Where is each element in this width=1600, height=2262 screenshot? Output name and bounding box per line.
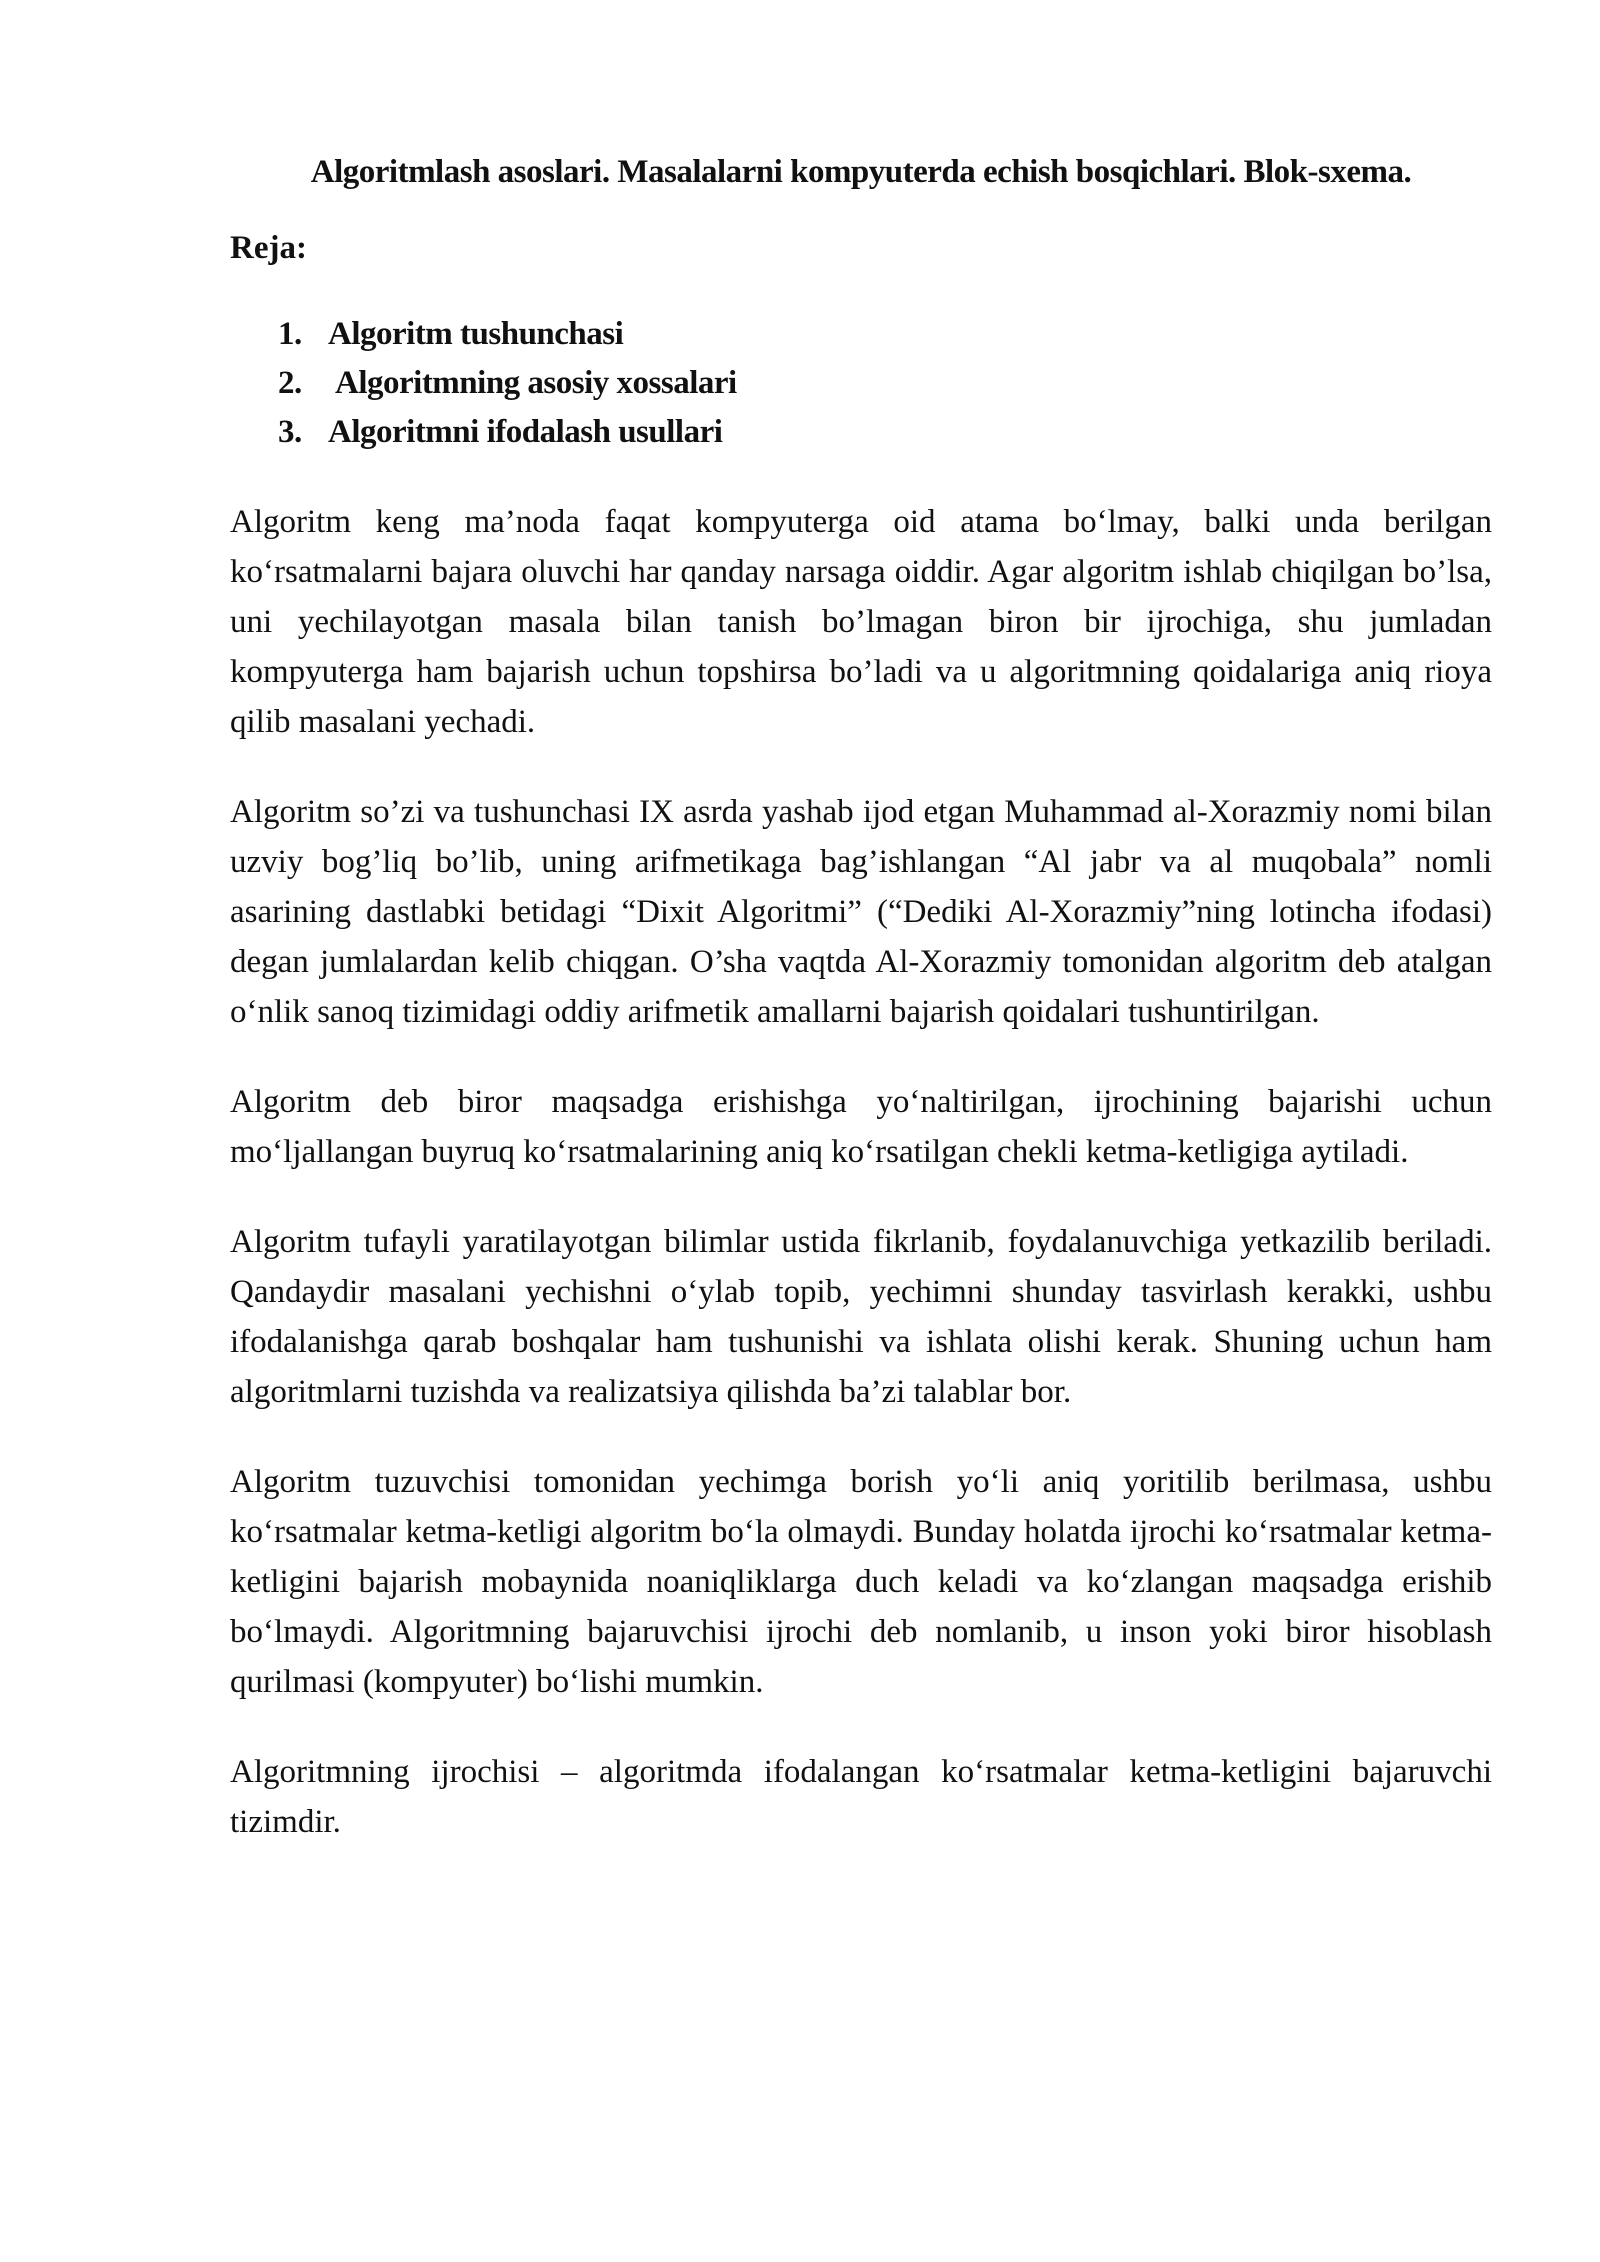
plan-item xyxy=(278,310,1492,359)
body-paragraph: Algoritm keng ma’noda faqat kompyuterga oid atama bo‘lmay, balki unda berilgan ko‘rsatmalarni bajara oluvchi har qanday narsaga oiddir. Agar algoritm ishlab chiqilgan bo’lsa, uni yechilayotgan masala bilan tanish bo’lmagan biron bir ijrochiga, shu jumladan kompyuterga ham bajarish uchun topshirsa bo’ladi va u algoritmning qoidalariga aniq rioya qilib masalani yechadi. xyxy=(230,504,1492,740)
body-paragraph: Algoritm tuzuvchisi tomonidan yechimga borish yo‘li aniq yoritilib berilmasa, ushbu ko‘rsatmalar ketma-ketligi algoritm bo‘la olmaydi. Bunday holatda ijrochi ko‘rsatmalar ketma-ketligini bajarish mobaynida noaniqliklarga duch keladi va ko‘zlangan maqsadga erishib bo‘lmaydi. Algoritmning bajaruvchisi ijrochi deb nomlanib, u inson yoki biror hisoblash qurilmasi (kompyuter) bo‘lishi mumkin. xyxy=(230,1464,1492,1700)
plan-item-label: Algoritm tushunchasi xyxy=(328,316,624,352)
body-paragraph: Algoritm so’zi va tushunchasi IX asrda yashab ijod etgan Muhammad al-Xorazmiy nomi bilan uzviy bog’liq bo’lib, uning arifmetikaga bag’ishlangan “Al jabr va al muqobala” nomli asarining dastlabki betidagi “Dixit Algoritmi” (“Dediki Al-Xorazmiy”ning lotincha ifodasi) degan jumlalardan kelib chiqgan. O’sha vaqtda Al-Xorazmiy tomonidan algoritm deb atalgan o‘nlik sanoq tizimidagi oddiy arifmetik amallarni bajarish qoidalari tushuntirilgan. xyxy=(230,794,1492,1030)
plan-list xyxy=(278,310,1492,457)
document-page xyxy=(230,150,1492,1847)
plan-item-number: 1. xyxy=(278,316,302,352)
body-paragraph: Algoritmning ijrochisi – algoritmda ifodalangan ko‘rsatmalar ketma-ketligini bajaruvchi tizimdir. xyxy=(230,1754,1492,1840)
plan-item-label: Algoritmning asosiy xossalari xyxy=(335,365,737,401)
body-paragraph: Algoritm deb biror maqsadga erishishga yo‘naltirilgan, ijrochining bajarishi uchun mo‘ljallangan buyruq ko‘rsatmalarining aniq ko‘rsatilgan chekli ketma-ketligiga aytiladi. xyxy=(230,1084,1492,1170)
plan-item xyxy=(278,408,1492,457)
plan-item xyxy=(278,359,1492,408)
plan-heading: Reja: xyxy=(230,230,307,266)
plan-item-number: 3. xyxy=(278,414,302,450)
plan-item-number: 2. xyxy=(278,365,302,401)
body-paragraph: Algoritm tufayli yaratilayotgan bilimlar ustida fikrlanib, foydalanuvchiga yetkazilib beriladi. Qandaydir masalani yechishni o‘ylab topib, yechimni shunday tasvirlash kerakki, ushbu ifodalanishga qarab boshqalar ham tushunishi va ishlata olishi kerak. Shuning uchun ham algoritmlarni tuzishda va realizatsiya qilishda ba’zi talablar bor. xyxy=(230,1224,1492,1410)
plan-item-label: Algoritmni ifodalash usullari xyxy=(328,414,723,450)
document-title: Algoritmlash asoslari. Masalalarni kompyuterda echish bosqichlari. Blok-sxema. xyxy=(310,154,1412,190)
